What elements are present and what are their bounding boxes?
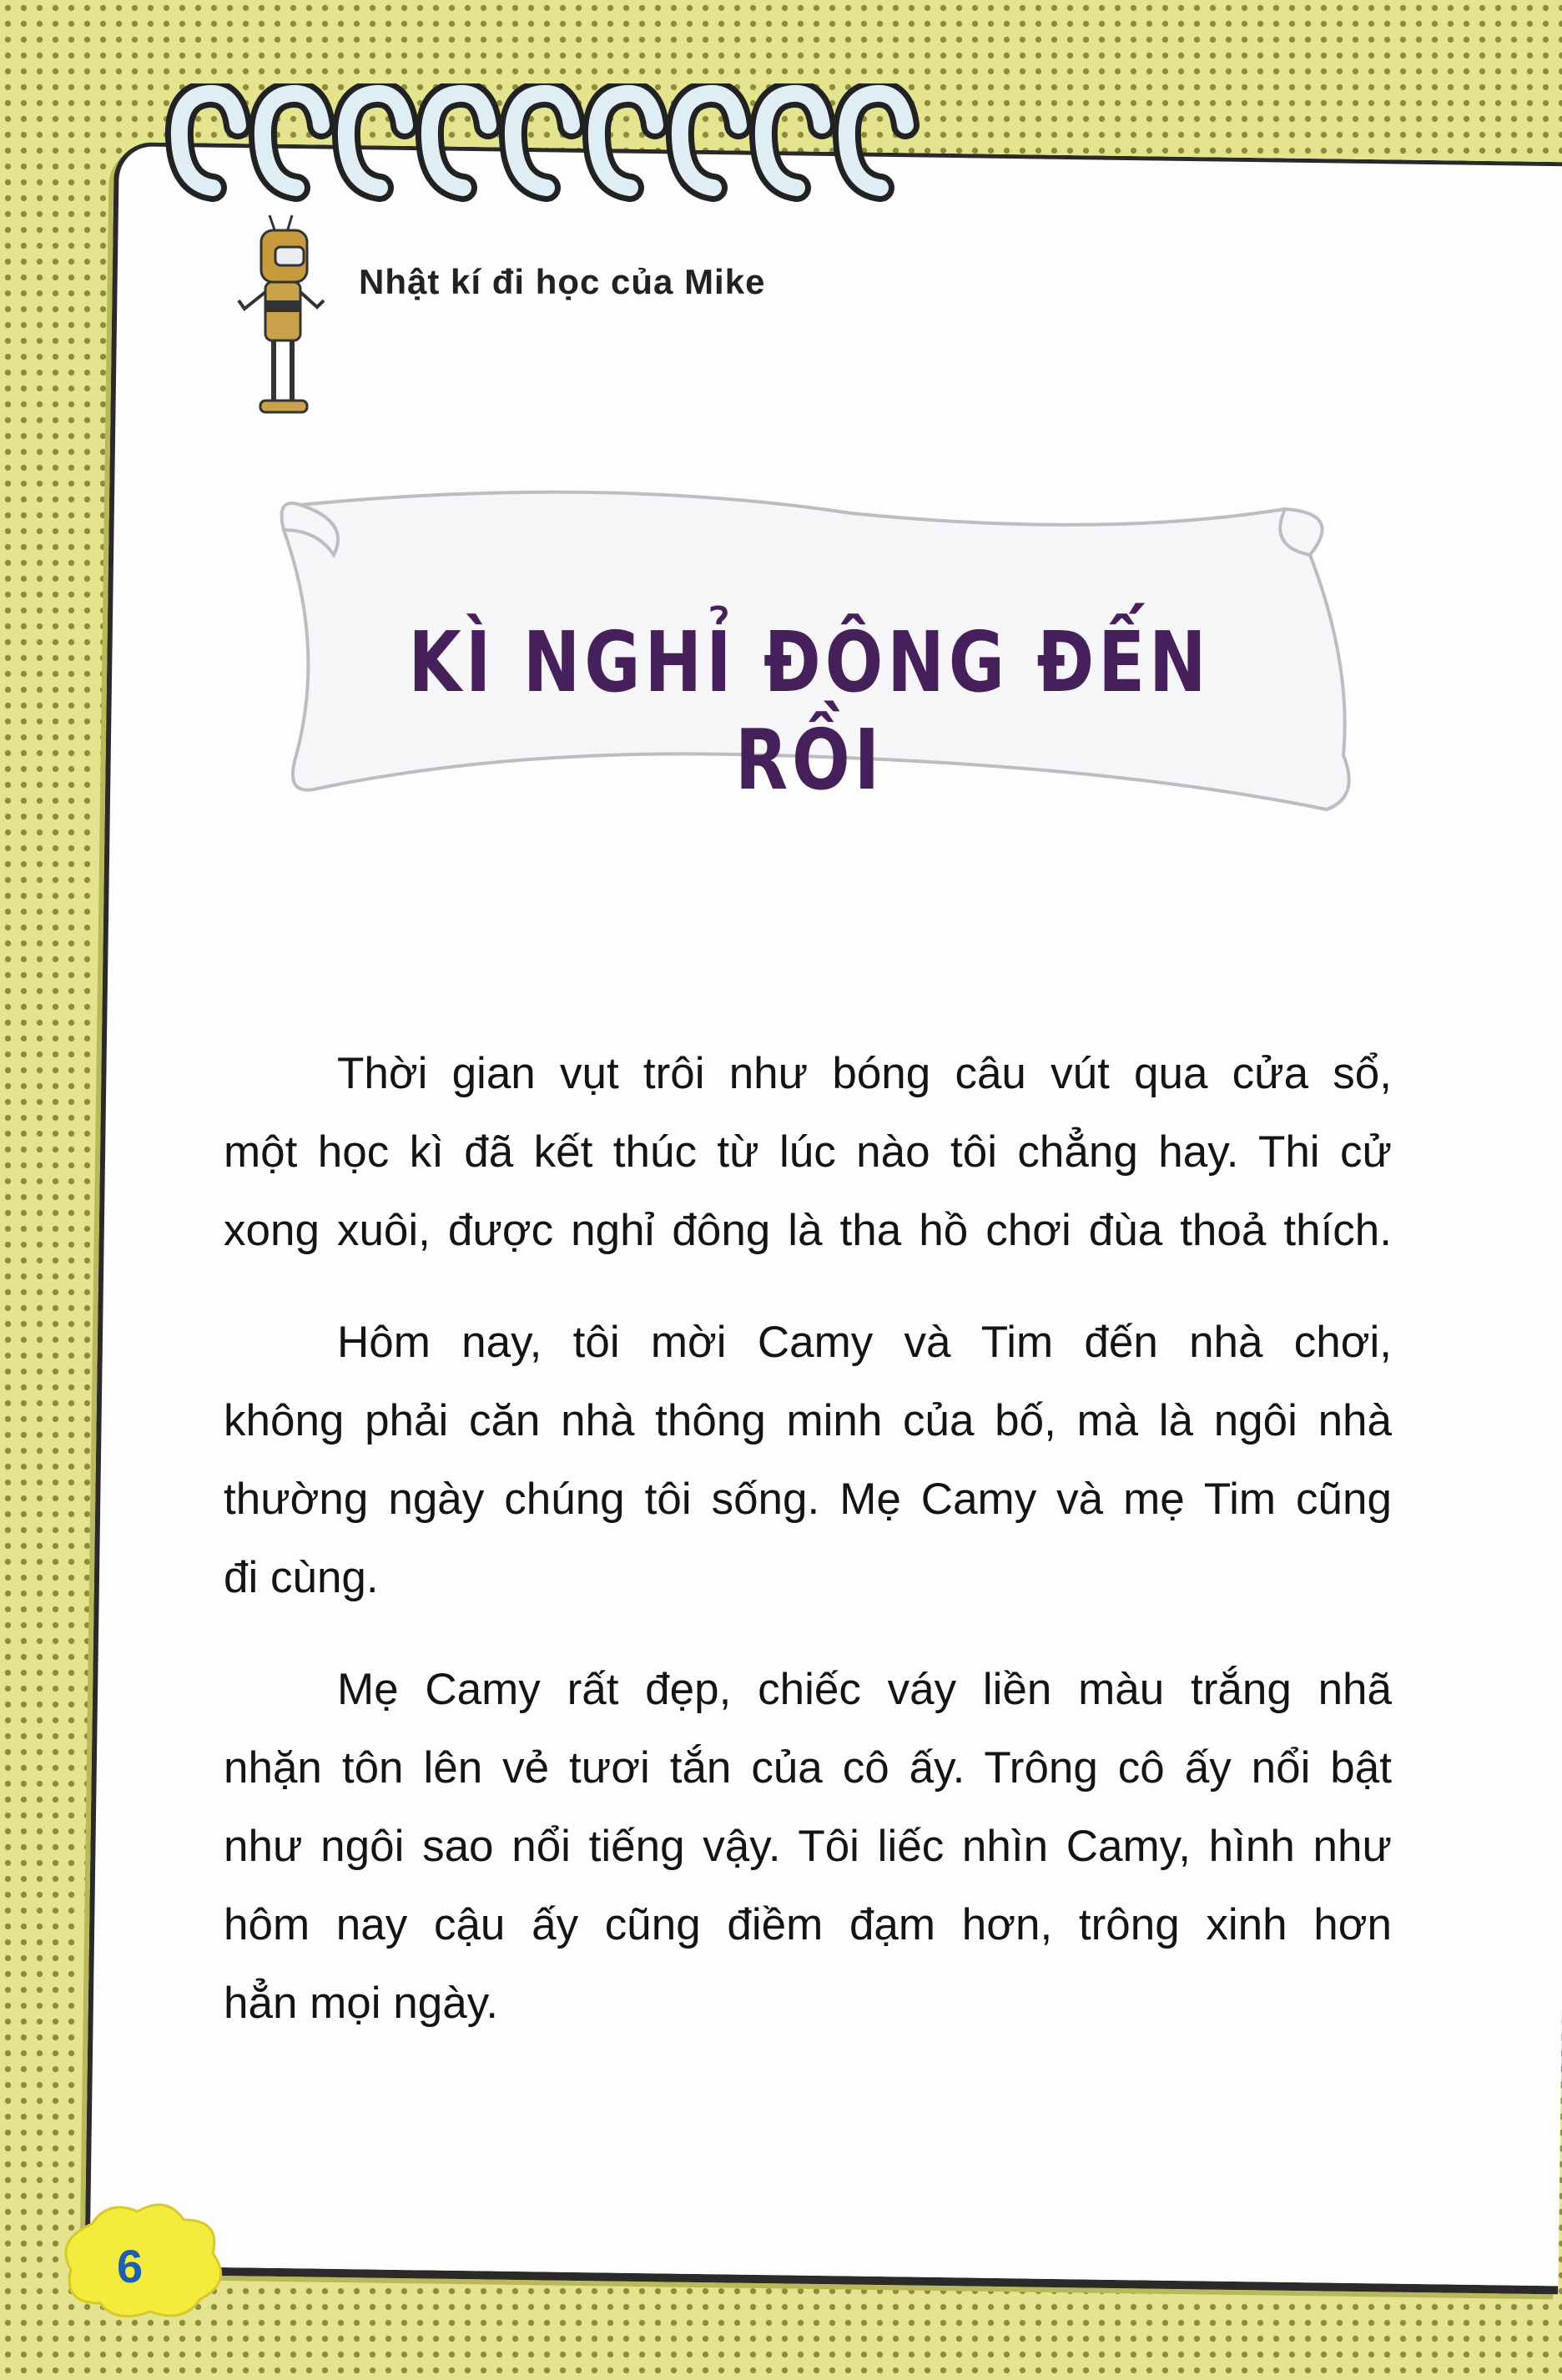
- text-line: đi cùng.: [224, 1553, 379, 1602]
- spiral-binding-icon: [159, 83, 926, 209]
- story-text: [224, 1035, 1392, 2076]
- text-line: thường ngày chúng tôi sống. Mẹ Camy và mẹ Tim cũng: [224, 1475, 1392, 1524]
- text-line: Hôm nay, tôi mời Camy và Tim đến nhà chơi,: [337, 1318, 1392, 1367]
- paragraph: [224, 1303, 1392, 1617]
- text-line: hẳn mọi ngày.: [224, 1979, 498, 2028]
- flower-badge-icon: [58, 2199, 234, 2324]
- text-line: Mẹ Camy rất đẹp, chiếc váy liền màu trắng nhã: [337, 1665, 1392, 1714]
- text-line: không phải căn nhà thông minh của bố, mà là ngôi nhà: [224, 1396, 1392, 1445]
- book-series-title: Nhật kí đi học của Mike: [359, 262, 766, 301]
- text-line: Thời gian vụt trôi như bóng câu vút qua cửa sổ,: [337, 1049, 1392, 1098]
- text-line: một học kì đã kết thúc từ lúc nào tôi chẳng hay. Thi cử: [224, 1127, 1392, 1177]
- text-line: như ngôi sao nổi tiếng vậy. Tôi liếc nhìn Camy, hình như: [224, 1822, 1392, 1871]
- text-line: xong xuôi, được nghỉ đông là tha hồ chơi đùa thoả thích.: [224, 1206, 1392, 1255]
- chapter-title: KÌ NGHỈ ĐÔNG ĐẾN RỒI: [408, 613, 1211, 809]
- paragraph: [224, 1035, 1392, 1270]
- text-line: nhặn tôn lên vẻ tươi tắn của cô ấy. Trông cô ấy nổi bật: [224, 1743, 1392, 1793]
- paragraph: [224, 1651, 1392, 2043]
- mike-robot-mascot-icon: [224, 209, 340, 417]
- text-line: hôm nay cậu ấy cũng điềm đạm hơn, trông xinh hơn: [224, 1900, 1392, 1949]
- page-number: 6: [117, 2240, 144, 2292]
